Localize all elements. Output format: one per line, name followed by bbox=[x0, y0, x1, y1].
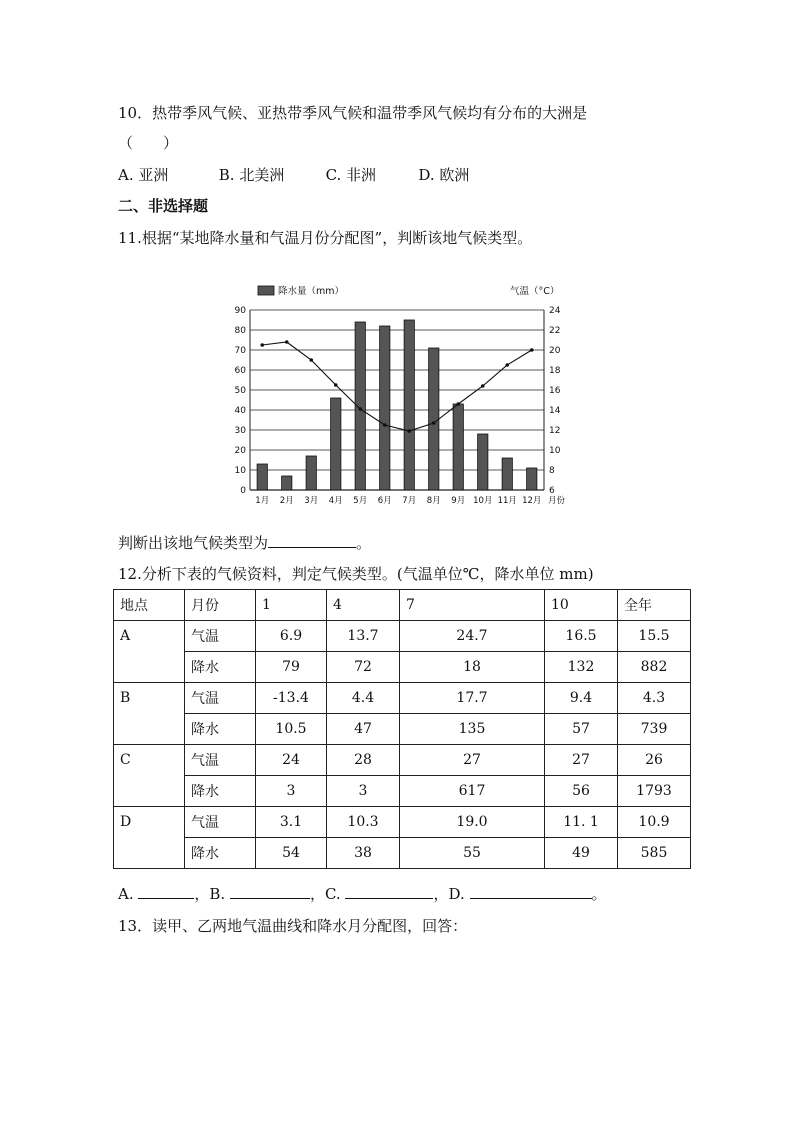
temperature-point bbox=[432, 421, 436, 425]
precip-cell: 47 bbox=[327, 714, 400, 745]
y-tick-label: 80 bbox=[234, 326, 246, 336]
row-label-cell: 气温 bbox=[185, 683, 256, 714]
table-row bbox=[114, 652, 691, 683]
y2-tick-label: 12 bbox=[549, 426, 561, 436]
legend-label: 降水量（mm） bbox=[278, 286, 345, 297]
temperature-point bbox=[383, 423, 387, 427]
row-label-cell: 降水 bbox=[185, 714, 256, 745]
y2-tick-label: 10 bbox=[549, 446, 561, 456]
q12-answer-label-a: A. bbox=[118, 885, 134, 903]
temp-cell: 28 bbox=[327, 745, 400, 776]
temperature-point bbox=[481, 384, 485, 388]
y-tick-label: 60 bbox=[234, 366, 246, 376]
precip-bar bbox=[502, 458, 512, 490]
temp-cell: 19.0 bbox=[400, 807, 545, 838]
temp-cell: 3.1 bbox=[256, 807, 327, 838]
temp-cell: 10.3 bbox=[327, 807, 400, 838]
q12-answer-label-d: ，D. bbox=[433, 885, 465, 903]
header-cell: 地点 bbox=[114, 590, 185, 621]
temp-cell: 24 bbox=[256, 745, 327, 776]
climate-table bbox=[113, 589, 691, 869]
y2-tick-label: 18 bbox=[549, 366, 561, 376]
location-cell: B bbox=[114, 683, 185, 745]
temp-cell: 24.7 bbox=[400, 621, 545, 652]
temperature-point bbox=[285, 340, 289, 344]
precip-cell: 38 bbox=[327, 838, 400, 869]
row-label-cell: 气温 bbox=[185, 745, 256, 776]
q10-option-d[interactable]: D. 欧洲 bbox=[418, 166, 470, 184]
x-tick-label: 3月 bbox=[304, 496, 319, 506]
precip-cell: 135 bbox=[400, 714, 545, 745]
precip-cell: 3 bbox=[256, 776, 327, 807]
temperature-point bbox=[407, 429, 411, 433]
precip-bar bbox=[306, 456, 316, 490]
precip-cell: 54 bbox=[256, 838, 327, 869]
y-tick-label: 0 bbox=[240, 486, 246, 496]
y2-tick-label: 16 bbox=[549, 386, 561, 396]
y2-tick-label: 20 bbox=[549, 346, 561, 356]
x-tick-label: 11月 bbox=[497, 496, 517, 506]
y-tick-label: 70 bbox=[234, 346, 246, 356]
y-tick-label: 20 bbox=[234, 446, 246, 456]
table-row bbox=[114, 776, 691, 807]
y2-tick-label: 22 bbox=[549, 326, 561, 336]
q11-stem: 11.根据“某地降水量和气温月份分配图”，判断该地气候类型。 bbox=[118, 229, 533, 247]
precip-bar bbox=[404, 320, 414, 490]
q12-answer-label-c: ，C. bbox=[309, 885, 341, 903]
table-row bbox=[114, 621, 691, 652]
header-cell: 7 bbox=[400, 590, 545, 621]
precip-cell: 882 bbox=[618, 652, 691, 683]
temperature-point bbox=[505, 363, 509, 367]
q10-option-a[interactable]: A. 亚洲 bbox=[118, 166, 169, 184]
header-cell: 4 bbox=[327, 590, 400, 621]
precip-cell: 3 bbox=[327, 776, 400, 807]
x-tick-label: 7月 bbox=[402, 496, 417, 506]
x-tick-label: 12月 bbox=[522, 496, 542, 506]
y2-tick-label: 8 bbox=[549, 466, 555, 476]
table-row bbox=[114, 745, 691, 776]
precip-cell: 57 bbox=[545, 714, 618, 745]
location-cell: A bbox=[114, 621, 185, 683]
y-tick-label: 30 bbox=[234, 426, 246, 436]
precip-cell: 56 bbox=[545, 776, 618, 807]
table-body bbox=[114, 621, 691, 869]
q11-answer-blank[interactable] bbox=[268, 533, 356, 548]
temperature-point bbox=[260, 343, 264, 347]
q10-option-b[interactable]: B. 北美洲 bbox=[218, 166, 285, 184]
temp-cell: 10.9 bbox=[618, 807, 691, 838]
y2-tick-label: 14 bbox=[549, 406, 561, 416]
row-label-cell: 气温 bbox=[185, 807, 256, 838]
precip-bar bbox=[380, 326, 390, 490]
table-header-row bbox=[114, 590, 691, 621]
temperature-point bbox=[456, 402, 460, 406]
precip-bar bbox=[257, 464, 267, 490]
q13-stem: 13．读甲、乙两地气温曲线和降水月分配图，回答： bbox=[118, 917, 468, 935]
precip-bar bbox=[331, 398, 341, 490]
temp-cell: 27 bbox=[545, 745, 618, 776]
precip-cell: 55 bbox=[400, 838, 545, 869]
row-label-cell: 降水 bbox=[185, 776, 256, 807]
q12-answer-blank-a[interactable] bbox=[138, 884, 194, 899]
header-cell: 月份 bbox=[185, 590, 256, 621]
q10-option-c[interactable]: C. 非洲 bbox=[325, 166, 377, 184]
x-tick-label: 8月 bbox=[426, 496, 441, 506]
precip-bar bbox=[478, 434, 488, 490]
precip-temp-chart bbox=[226, 276, 586, 506]
temp-cell: 6.9 bbox=[256, 621, 327, 652]
precip-bar bbox=[453, 404, 463, 490]
y-tick-label: 40 bbox=[234, 406, 246, 416]
location-cell: D bbox=[114, 807, 185, 869]
temp-cell: 27 bbox=[400, 745, 545, 776]
precip-bar bbox=[527, 468, 537, 490]
temperature-point bbox=[309, 358, 313, 362]
q11-answer-suffix: 。 bbox=[356, 534, 372, 552]
x-tick-label: 2月 bbox=[279, 496, 294, 506]
section-heading: 二、非选择题 bbox=[118, 197, 209, 215]
q11-answer bbox=[118, 533, 371, 553]
x-tick-label: 6月 bbox=[377, 496, 392, 506]
x-tick-label: 1月 bbox=[255, 496, 270, 506]
y-tick-label: 90 bbox=[234, 306, 246, 316]
q12-answer-label-b: ，B. bbox=[194, 885, 226, 903]
table-row bbox=[114, 683, 691, 714]
temperature-line bbox=[262, 342, 532, 431]
temperature-point bbox=[358, 407, 362, 411]
q12-answer-blank-c[interactable] bbox=[345, 884, 433, 899]
q12-answer-blank-d[interactable] bbox=[470, 884, 592, 899]
header-cell: 全年 bbox=[618, 590, 691, 621]
row-label-cell: 气温 bbox=[185, 621, 256, 652]
temp-cell: 26 bbox=[618, 745, 691, 776]
table-row bbox=[114, 714, 691, 745]
y2-tick-label: 24 bbox=[549, 306, 561, 316]
q10-paren: （ ） bbox=[118, 134, 179, 152]
x-tick-label: 9月 bbox=[451, 496, 466, 506]
temp-cell: 17.7 bbox=[400, 683, 545, 714]
header-cell: 1 bbox=[256, 590, 327, 621]
row-label-cell: 降水 bbox=[185, 838, 256, 869]
table-row bbox=[114, 838, 691, 869]
temp-cell: 13.7 bbox=[327, 621, 400, 652]
temperature-point bbox=[334, 383, 338, 387]
precip-cell: 49 bbox=[545, 838, 618, 869]
temp-cell: 4.3 bbox=[618, 683, 691, 714]
q12-answers bbox=[118, 884, 607, 904]
precip-cell: 1793 bbox=[618, 776, 691, 807]
temperature-point bbox=[530, 348, 534, 352]
q12-answer-end: 。 bbox=[591, 885, 607, 903]
row-label-cell: 降水 bbox=[185, 652, 256, 683]
precip-cell: 18 bbox=[400, 652, 545, 683]
precip-bar bbox=[282, 476, 292, 490]
y2-axis-label: 气温（°C） bbox=[510, 286, 560, 297]
location-cell: C bbox=[114, 745, 185, 807]
x-tick-label: 4月 bbox=[328, 496, 343, 506]
table-row bbox=[114, 807, 691, 838]
y2-tick-label: 6 bbox=[549, 486, 555, 496]
q10-options bbox=[118, 165, 469, 185]
precip-cell: 10.5 bbox=[256, 714, 327, 745]
legend-swatch bbox=[258, 286, 274, 295]
y-tick-label: 50 bbox=[234, 386, 246, 396]
q12-answer-blank-b[interactable] bbox=[230, 884, 310, 899]
temp-cell: 4.4 bbox=[327, 683, 400, 714]
q10-stem: 10．热带季风气候、亚热带季风气候和温带季风气候均有分布的大洲是 bbox=[118, 104, 588, 122]
temp-cell: 16.5 bbox=[545, 621, 618, 652]
header-cell: 10 bbox=[545, 590, 618, 621]
temp-cell: 11. 1 bbox=[545, 807, 618, 838]
precip-cell: 79 bbox=[256, 652, 327, 683]
precip-cell: 72 bbox=[327, 652, 400, 683]
x-tick-label: 10月 bbox=[473, 496, 493, 506]
precip-cell: 585 bbox=[618, 838, 691, 869]
precip-cell: 617 bbox=[400, 776, 545, 807]
q11-answer-prefix: 判断出该地气候类型为 bbox=[118, 534, 269, 552]
q12-stem: 12.分析下表的气候资料，判定气候类型。(气温单位℃，降水单位 mm) bbox=[118, 565, 594, 583]
x-tick-label: 5月 bbox=[353, 496, 368, 506]
temp-cell: -13.4 bbox=[256, 683, 327, 714]
temp-cell: 9.4 bbox=[545, 683, 618, 714]
precip-bar bbox=[429, 348, 439, 490]
temp-cell: 15.5 bbox=[618, 621, 691, 652]
precip-cell: 132 bbox=[545, 652, 618, 683]
x-axis-label: 月份 bbox=[548, 496, 566, 506]
precip-cell: 739 bbox=[618, 714, 691, 745]
y-tick-label: 10 bbox=[234, 466, 246, 476]
